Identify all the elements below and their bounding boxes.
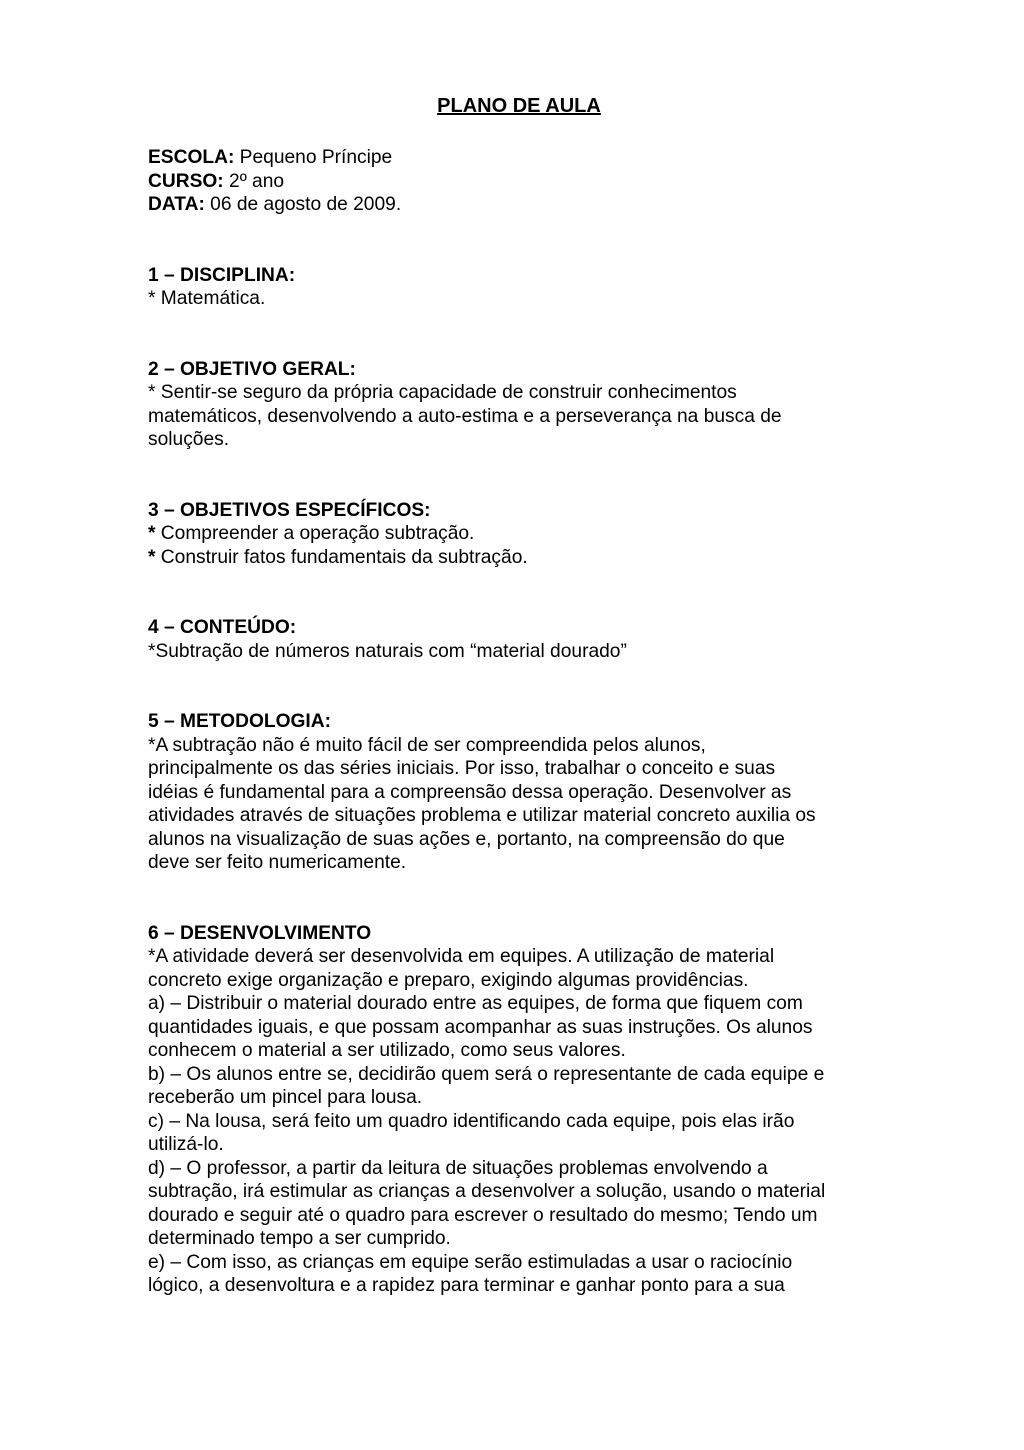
section-line: b) – Os alunos entre se, decidirão quem será o representante de cada equipe e bbox=[148, 1063, 825, 1085]
section-line: *A atividade deverá ser desenvolvida em equipes. A utilização de material bbox=[148, 946, 775, 967]
section-line: determinado tempo a ser cumprido. bbox=[148, 1228, 451, 1249]
section-heading: 6 – DESENVOLVIMENTO bbox=[148, 922, 372, 944]
section-line: utilizá-lo. bbox=[148, 1134, 224, 1155]
section-general-objective bbox=[148, 358, 888, 452]
section-line: a) – Distribuir o material dourado entre as equipes, de forma que fiquem com bbox=[148, 993, 803, 1014]
bullet-mark: * bbox=[148, 523, 156, 544]
section-line: principalmente os das séries iniciais. Por isso, trabalhar o conceito e suas bbox=[148, 758, 776, 779]
section-line: c) – Na lousa, será feito um quadro identificando cada equipe, pois elas irão bbox=[148, 1110, 795, 1132]
section-heading: 5 – METODOLOGIA: bbox=[148, 711, 332, 732]
spacer bbox=[148, 663, 888, 710]
bullet-mark: * bbox=[148, 546, 156, 568]
section-line: quantidades iguais, e que possam acompanhar as suas instruções. Os alunos bbox=[148, 1016, 813, 1038]
section-line: conhecem o material a ser utilizado, como seus valores. bbox=[148, 1040, 626, 1061]
section-line: concreto exige organização e preparo, exigindo algumas providências. bbox=[148, 969, 749, 991]
section-line: * Matemática. bbox=[148, 288, 266, 309]
course-label: CURSO: bbox=[148, 170, 224, 192]
bullet-text: Compreender a operação subtração. bbox=[155, 523, 475, 544]
bullet-text: Construir fatos fundamentais da subtração. bbox=[155, 546, 528, 568]
section-line: soluções. bbox=[148, 429, 230, 450]
document-page bbox=[148, 92, 888, 1298]
document-title: PLANO DE AULA bbox=[437, 95, 601, 117]
course-value: 2º ano bbox=[223, 170, 285, 192]
section-discipline bbox=[148, 264, 888, 311]
spacer bbox=[148, 452, 888, 499]
bullet-item bbox=[148, 546, 888, 570]
section-heading: 2 – OBJETIVO GERAL: bbox=[148, 358, 356, 380]
section-line: subtração, irá estimular as crianças a desenvolver a solução, usando o material bbox=[148, 1181, 826, 1202]
section-line: lógico, a desenvoltura e a rapidez para terminar e ganhar ponto para a sua bbox=[148, 1275, 785, 1296]
school-row bbox=[148, 146, 888, 170]
section-line: * Sentir-se seguro da própria capacidade de construir conhecimentos bbox=[148, 382, 737, 403]
spacer bbox=[148, 875, 888, 922]
section-line: dourado e seguir até o quadro para escrever o resultado do mesmo; Tendo um bbox=[148, 1204, 818, 1226]
section-heading: 4 – CONTEÚDO: bbox=[148, 617, 297, 638]
section-line: matemáticos, desenvolvendo a auto-estima e a perseverança na busca de bbox=[148, 405, 782, 427]
section-line: *Subtração de números naturais com “material dourado” bbox=[148, 640, 627, 662]
section-development bbox=[148, 922, 888, 1298]
section-line: *A subtração não é muito fácil de ser compreendida pelos alunos, bbox=[148, 734, 706, 756]
date-label: DATA: bbox=[148, 194, 205, 215]
school-label: ESCOLA: bbox=[148, 147, 235, 168]
section-specific-objectives bbox=[148, 499, 888, 570]
section-line: idéias é fundamental para a compreensão dessa operação. Desenvolver as bbox=[148, 781, 792, 803]
section-line: deve ser feito numericamente. bbox=[148, 852, 407, 873]
spacer bbox=[148, 311, 888, 358]
section-line: e) – Com isso, as crianças em equipe serão estimuladas a usar o raciocínio bbox=[148, 1251, 793, 1273]
section-heading: 3 – OBJETIVOS ESPECÍFICOS: bbox=[148, 499, 431, 521]
section-line: receberão um pincel para lousa. bbox=[148, 1087, 423, 1108]
section-heading: 1 – DISCIPLINA: bbox=[148, 264, 296, 286]
header-info bbox=[148, 146, 888, 217]
spacer bbox=[148, 217, 888, 264]
bullet-item bbox=[148, 522, 888, 546]
date-value: 06 de agosto de 2009. bbox=[204, 194, 402, 215]
course-row bbox=[148, 170, 888, 194]
section-line: atividades através de situações problema e utilizar material concreto auxilia os bbox=[148, 805, 816, 826]
date-row bbox=[148, 193, 888, 217]
section-methodology bbox=[148, 710, 888, 875]
section-content bbox=[148, 616, 888, 663]
school-value: Pequeno Príncipe bbox=[234, 147, 393, 168]
section-line: alunos na visualização de suas ações e, portanto, na compreensão do que bbox=[148, 828, 785, 850]
section-line: d) – O professor, a partir da leitura de situações problemas envolvendo a bbox=[148, 1157, 768, 1179]
spacer bbox=[148, 569, 888, 616]
